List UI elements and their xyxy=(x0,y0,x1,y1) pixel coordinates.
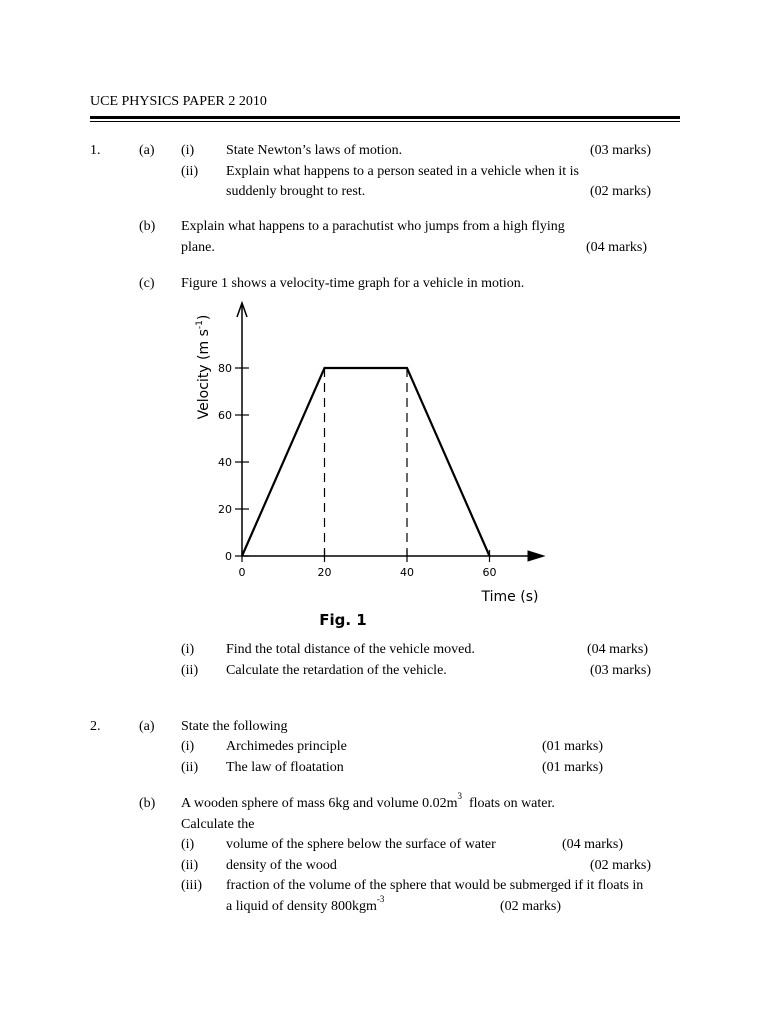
question-text: Figure 1 shows a velocity-time graph for a vehicle in motion. xyxy=(181,276,525,291)
velocity-time-chart xyxy=(190,295,570,635)
part-label: (b) xyxy=(139,796,156,811)
y-tick-label: 80 xyxy=(218,362,232,375)
marks: (02 marks) xyxy=(500,899,562,914)
question-text: Archimedes principle xyxy=(226,739,347,754)
marks: (04 marks) xyxy=(562,837,624,852)
marks: (03 marks) xyxy=(590,663,652,678)
question-text: The law of floatation xyxy=(226,760,344,775)
marks: (02 marks) xyxy=(590,858,652,873)
question-text: plane. xyxy=(181,240,215,255)
subpart-label: (i) xyxy=(181,143,195,158)
page-title: UCE PHYSICS PAPER 2 2010 xyxy=(90,94,267,109)
subpart-label: (i) xyxy=(181,642,195,657)
question-text: suddenly brought to rest. xyxy=(226,184,366,199)
x-tick-label: 0 xyxy=(238,566,246,579)
question-text: State the following xyxy=(181,719,288,734)
question-text: density of the wood xyxy=(226,858,337,873)
marks: (01 marks) xyxy=(542,739,604,754)
marks: (03 marks) xyxy=(590,143,652,158)
question-text: Find the total distance of the vehicle moved. xyxy=(226,642,475,657)
marks: (04 marks) xyxy=(586,240,648,255)
question-number: 1. xyxy=(90,143,101,158)
part-label: (a) xyxy=(139,719,155,734)
question-text: volume of the sphere below the surface of water xyxy=(226,837,496,852)
question-text: Calculate the retardation of the vehicle. xyxy=(226,663,447,678)
x-tick-label: 20 xyxy=(317,566,332,579)
x-axis-label: Time (s) xyxy=(481,589,539,605)
subpart-label: (i) xyxy=(181,837,195,852)
part-label: (c) xyxy=(139,276,155,291)
subpart-label: (i) xyxy=(181,739,195,754)
y-tick-label: 20 xyxy=(218,503,232,516)
subpart-label: (ii) xyxy=(181,164,199,179)
question-text: Explain what happens to a person seated in a vehicle when it is xyxy=(226,164,580,179)
question-text: Calculate the xyxy=(181,817,255,832)
header-rule-thick xyxy=(90,116,680,119)
subpart-label: (ii) xyxy=(181,663,199,678)
question-text: a liquid of density 800kgm$^{-3}$ xyxy=(226,894,385,914)
velocity-line xyxy=(242,368,490,556)
x-tick-label: 60 xyxy=(482,566,497,579)
question-text: State Newton’s laws of motion. xyxy=(226,143,403,158)
x-axis-arrow xyxy=(528,551,544,561)
header-rule-thin xyxy=(90,121,680,122)
y-tick-label: 60 xyxy=(218,409,232,422)
question-text: Explain what happens to a parachutist who jumps from a high flying xyxy=(181,219,565,234)
figure-caption: Fig. 1 xyxy=(319,611,367,629)
x-tick-label: 40 xyxy=(400,566,414,579)
part-label: (a) xyxy=(139,143,155,158)
y-tick-label: 40 xyxy=(218,456,232,469)
marks: (02 marks) xyxy=(590,184,652,199)
question-number: 2. xyxy=(90,719,101,734)
marks: (01 marks) xyxy=(542,760,604,775)
subpart-label: (iii) xyxy=(181,878,202,893)
y-axis-label: Velocity (m $s^{-1}$) xyxy=(195,314,212,420)
subpart-label: (ii) xyxy=(181,760,199,775)
y-tick-label: 0 xyxy=(225,550,232,563)
marks: (04 marks) xyxy=(587,642,649,657)
question-text: fraction of the volume of the sphere that would be submerged if it floats in xyxy=(226,878,644,893)
part-label: (b) xyxy=(139,219,156,234)
subpart-label: (ii) xyxy=(181,858,199,873)
question-text: A wooden sphere of mass 6kg and volume $0.02m^3$ floats on water. xyxy=(181,791,555,811)
